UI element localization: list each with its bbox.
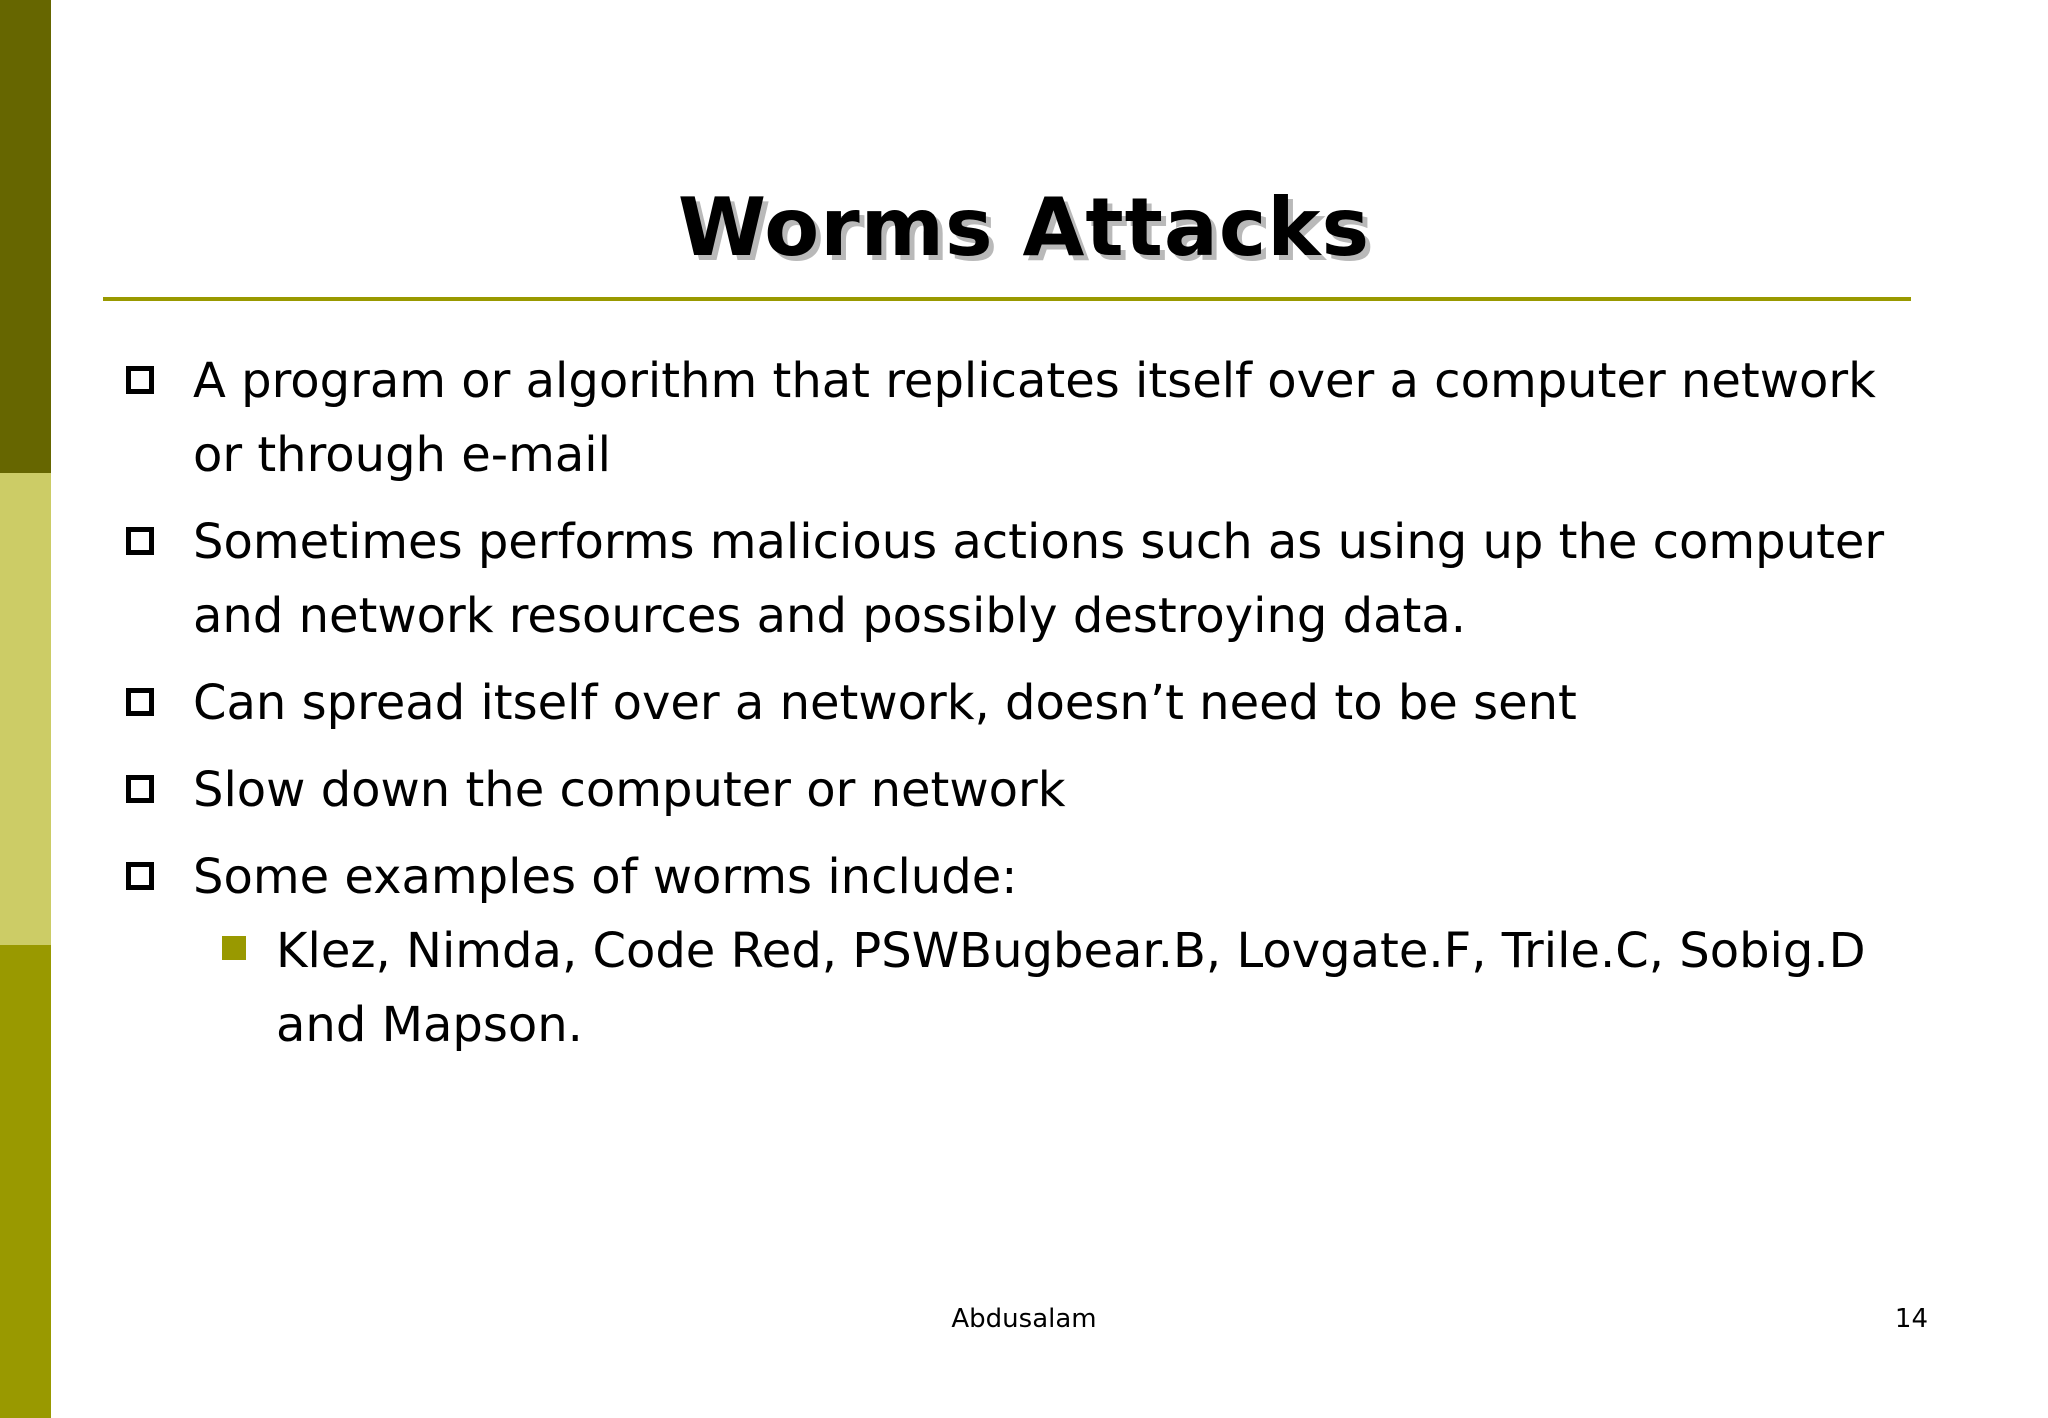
bullet-list [122, 344, 1932, 1075]
footer-author: Abdusalam [951, 1304, 1097, 1334]
hollow-square-bullet-icon [126, 862, 154, 890]
sub-bullet-text-line: and Mapson. [276, 997, 583, 1053]
hollow-square-bullet-icon [126, 775, 154, 803]
slide-title: Worms Attacks [677, 181, 1371, 274]
side-bar-middle-segment [0, 473, 51, 945]
filled-square-bullet-icon [222, 936, 246, 960]
bullet-item [122, 666, 1932, 740]
bullet-text-line: A program or algorithm that replicates itself over a computer network [193, 353, 1876, 409]
hollow-square-bullet-icon [126, 688, 154, 716]
bullet-item [122, 840, 1932, 1062]
sub-bullet-text-line: Klez, Nimda, Code Red, PSWBugbear.B, Lovgate.F, Trile.C, Sobig.D [276, 923, 1866, 979]
bullet-item [122, 344, 1932, 492]
hollow-square-bullet-icon [126, 366, 154, 394]
bullet-text-line: Some examples of worms include: [193, 849, 1018, 905]
bullet-text-line: Slow down the computer or network [193, 762, 1066, 818]
sub-bullet-list [193, 914, 1932, 1062]
title-underline-rule [103, 297, 1911, 301]
side-bar-bottom-segment [0, 945, 51, 1418]
bullet-item [122, 505, 1932, 653]
bullet-item [122, 753, 1932, 827]
bullet-text-line: or through e-mail [193, 427, 611, 483]
bullet-text-line: Sometimes performs malicious actions such as using up the computer [193, 514, 1885, 570]
page-number: 14 [1894, 1304, 1928, 1334]
hollow-square-bullet-icon [126, 527, 154, 555]
bullet-text-line: Can spread itself over a network, doesn’t need to be sent [193, 675, 1577, 731]
sub-bullet-item [122, 914, 1932, 1062]
bullet-text-line: and network resources and possibly destroying data. [193, 588, 1466, 644]
